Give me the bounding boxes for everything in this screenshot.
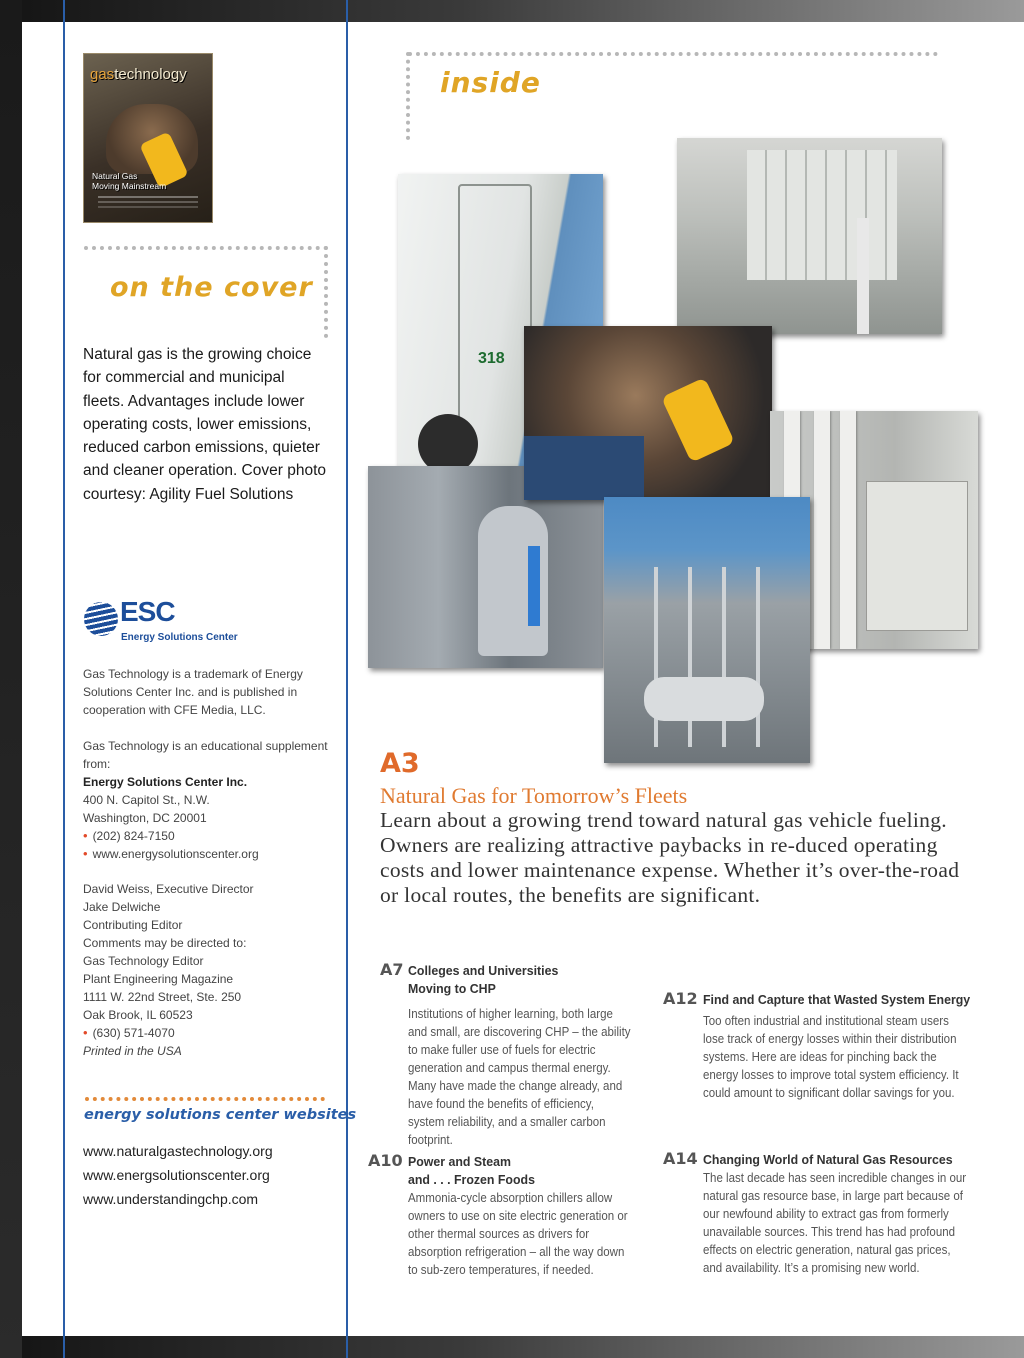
cover-thumbnail-subtext — [98, 196, 198, 198]
article-title: Changing World of Natural Gas Resources — [703, 1152, 953, 1167]
article-title — [408, 962, 558, 998]
esc-logo-subtitle: Energy Solutions Center — [121, 632, 238, 643]
publisher-address2: Washington, DC 20001 — [83, 811, 207, 825]
esc-logo — [84, 596, 244, 644]
bottom-band — [0, 1336, 1024, 1358]
publisher-phone: • (202) 824-7150 — [83, 827, 333, 845]
article-title — [408, 1153, 535, 1189]
staff-line8: Oak Brook, IL 60523 — [83, 1008, 193, 1022]
cover-caption-line1: Natural Gas — [92, 171, 138, 181]
truck-number: 318 — [478, 350, 505, 367]
article-body: The last decade has seen incredible changes in our natural gas resource base, in large part because of our newfound ability to extract gas from formerly unavailable sources. This trend has had profound effects on electric generation, natural gas prices, and availability. It’s a promising new world. — [703, 1170, 967, 1275]
inside-dots-left — [406, 52, 410, 140]
cover-thumbnail-caption — [92, 171, 166, 191]
staff-phone: • (630) 571-4070 — [83, 1024, 333, 1042]
websites-heading: energy solutions center websites — [84, 1107, 357, 1123]
fueling-person — [524, 436, 644, 500]
feature-number: A3 — [380, 748, 420, 779]
cover-dots-top — [84, 246, 328, 250]
article-title-line2: and . . . Frozen Foods — [408, 1172, 535, 1187]
cover-dots-right — [324, 246, 328, 338]
plant-tank — [644, 677, 764, 721]
inside-heading: inside — [440, 66, 541, 99]
publisher-block — [83, 737, 333, 863]
staff-line6: Plant Engineering Magazine — [83, 972, 234, 986]
left-rule — [63, 0, 65, 1358]
article-number: A7 — [380, 960, 404, 979]
plant-photo — [604, 497, 810, 763]
staff-line4: Comments may be directed to: — [83, 936, 247, 950]
staff-line7: 1111 W. 22nd Street, Ste. 250 — [83, 990, 242, 1004]
publisher-intro: Gas Technology is an educational supplement from: — [83, 739, 328, 771]
article-title-line1: Power and Steam — [408, 1154, 511, 1169]
fueling-photo — [524, 326, 772, 500]
publisher-address1: 400 N. Capitol St., N.W. — [83, 793, 210, 807]
esc-globe-icon — [84, 602, 118, 636]
vertical-pipe — [814, 411, 830, 649]
article-title-line1: Colleges and Universities — [408, 963, 559, 978]
staff-line2: Jake Delwiche — [83, 900, 161, 914]
article-body: Too often industrial and institutional steam users lose track of energy losses within their distribution systems. Here are ideas for pinching back the energy losses to improve total system efficiency. It could amount to significant dollar savings for you. — [703, 1013, 959, 1100]
website-link[interactable]: www.energsolutionscenter.org — [83, 1167, 270, 1183]
article-title-line2: Moving to CHP — [408, 981, 496, 996]
websites-list — [83, 1139, 273, 1211]
website-link[interactable]: www.understandingchp.com — [83, 1191, 259, 1207]
cover-thumbnail-brand — [90, 66, 187, 83]
esc-logo-name: ESC — [120, 596, 175, 627]
article-body: Ammonia-cycle absorption chillers allow owners to use on site electric generation or other thermal sources as drivers for absorption refrigeration – all the way down to sub-zero temperatures, if needed. — [408, 1190, 628, 1277]
column-rule — [346, 0, 348, 1358]
cover-brand-gas: gas — [90, 66, 115, 83]
trademark-note: Gas Technology is a trademark of Energy Solutions Center Inc. and is published in cooperation with CFE Media, LLC. — [83, 667, 303, 717]
staff-line3: Contributing Editor — [83, 918, 183, 932]
staff-block — [83, 880, 333, 1060]
cover-brand-rest: technology — [114, 66, 187, 83]
article-body: Institutions of higher learning, both large and small, are discovering CHP – the ability to make fuller use of fuels for electric generation and campus thermal energy. Many have made the change already, and have found the benefits of efficiency, system reliability, and a smaller carbon footprint. — [408, 1006, 631, 1147]
publisher-web: • www.energysolutionscenter.org — [83, 845, 333, 863]
cover-description: Natural gas is the growing choice for commercial and municipal fleets. Advantages include lower operating costs, lower emissions, reduced carbon emissions, quieter and cleaner operation. Cover photo courtesy: Agility Fuel Solutions — [83, 346, 326, 503]
boiler-unit — [747, 150, 897, 280]
article-number: A12 — [663, 989, 698, 1008]
truck-wheel — [418, 414, 478, 474]
inside-dots-top — [408, 52, 938, 56]
cover-thumbnail — [83, 53, 213, 223]
vertical-pipe — [840, 411, 856, 649]
article-title: Find and Capture that Wasted System Energy — [703, 992, 971, 1007]
publisher-org: Energy Solutions Center Inc. — [83, 775, 248, 789]
feature-title[interactable]: Natural Gas for Tomorrow’s Fleets — [380, 783, 688, 808]
top-band — [0, 0, 1024, 22]
blue-pipe — [528, 546, 540, 626]
left-band — [0, 0, 22, 1358]
boiler-photo — [677, 138, 942, 334]
control-panel — [866, 481, 968, 631]
fuel-nozzle — [661, 377, 735, 463]
cover-heading: on the cover — [110, 272, 313, 303]
boiler-pipe — [857, 218, 869, 334]
printed-note: Printed in the USA — [83, 1044, 182, 1058]
feature-body: Learn about a growing trend toward natural gas vehicle fueling. Owners are realizing attractive paybacks in re-duced operating costs and lower maintenance expense. Whether it’s over-the-road or local routes, the benefits are significant. — [380, 808, 960, 907]
cover-caption-line2: Moving Mainstream — [92, 181, 167, 191]
website-link[interactable]: www.naturalgastechnology.org — [83, 1143, 273, 1159]
article-number: A10 — [368, 1151, 403, 1170]
staff-line1: David Weiss, Executive Director — [83, 882, 254, 896]
websites-dots — [85, 1097, 325, 1101]
article-number: A14 — [663, 1149, 698, 1168]
staff-line5: Gas Technology Editor — [83, 954, 204, 968]
